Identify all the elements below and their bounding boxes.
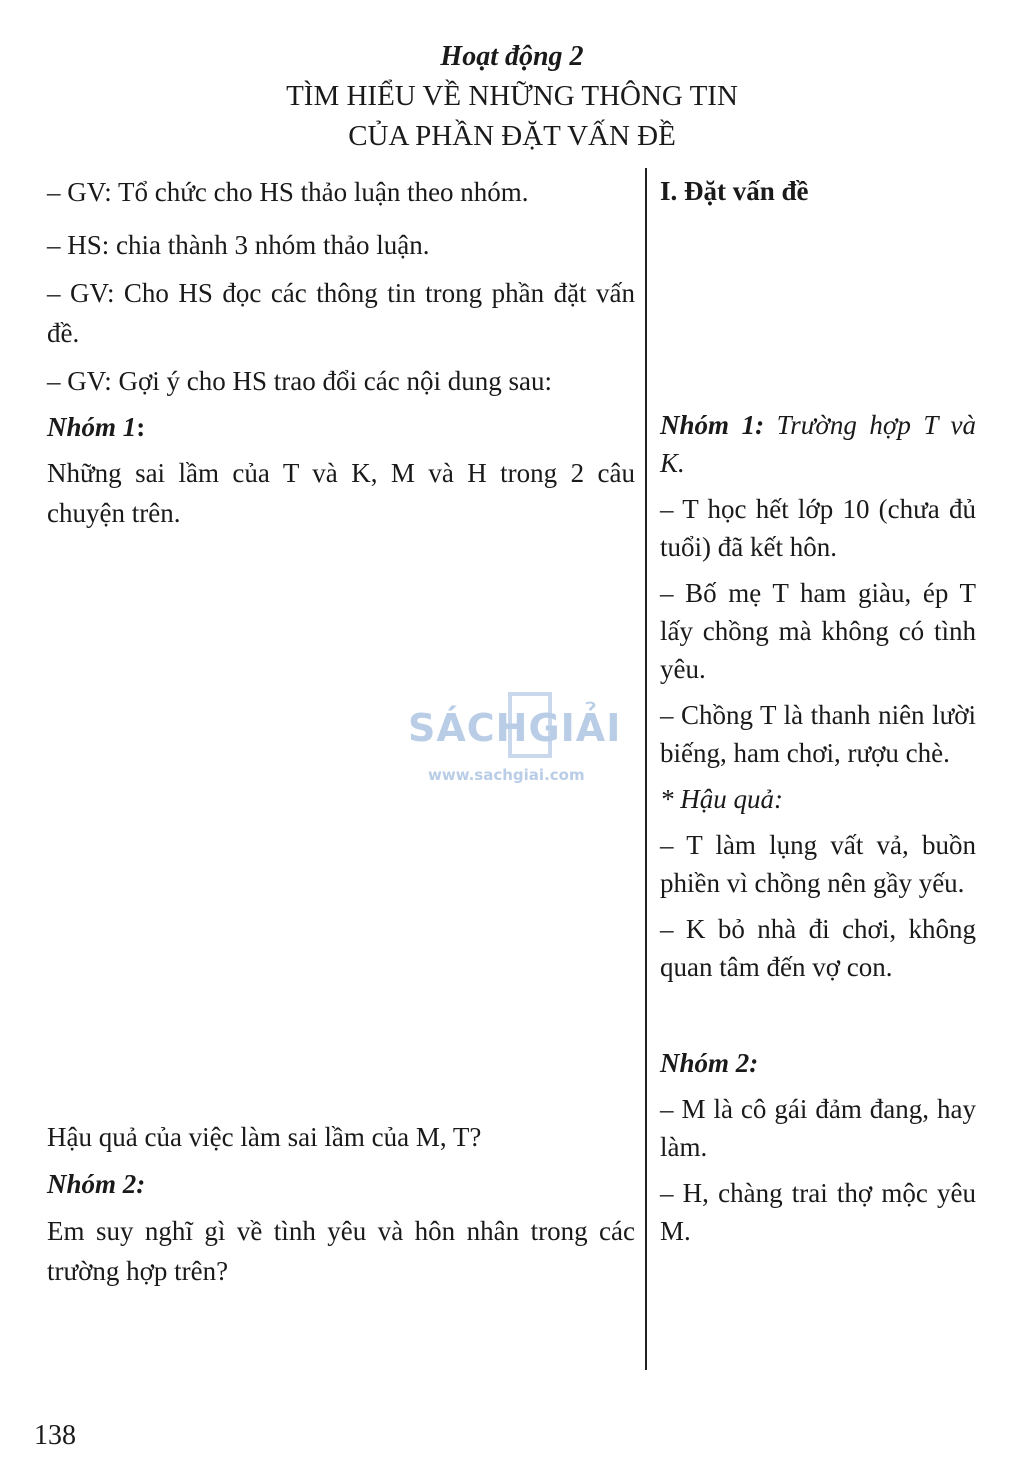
content-item: – M là cô gái đảm đang, hay làm. bbox=[660, 1094, 976, 1162]
consequence-question: Hậu quả của việc làm sai lầm của M, T? bbox=[47, 1122, 482, 1152]
content-item: – Bố mẹ T ham giàu, ép T lấy chồng mà không có tình yêu. bbox=[660, 578, 976, 684]
group-2-heading bbox=[660, 1044, 976, 1082]
instruction-paragraph: – GV: Tổ chức cho HS thảo luận theo nhóm. bbox=[47, 177, 529, 207]
activity-title: Hoạt động 2 bbox=[440, 41, 584, 72]
instruction-paragraph: – GV: Cho HS đọc các thông tin trong phần đặt vấn đề. bbox=[47, 278, 635, 348]
consequence-label: * Hậu quả: bbox=[660, 784, 783, 814]
group-2-question: Em suy nghĩ gì về tình yêu và hôn nhân trong các trường hợp trên? bbox=[47, 1216, 635, 1286]
content-item: – T làm lụng vất vả, buồn phiền vì chồng nên gầy yếu. bbox=[660, 830, 976, 898]
group-1-label: Nhóm 1 bbox=[47, 412, 137, 442]
instruction-paragraph: – GV: Gợi ý cho HS trao đổi các nội dung sau: bbox=[47, 366, 552, 396]
group-1-label: Nhóm 1: bbox=[660, 410, 765, 440]
group-1-heading bbox=[47, 407, 635, 447]
content-item: – H, chàng trai thợ mộc yêu M. bbox=[660, 1178, 976, 1246]
column-divider bbox=[645, 168, 647, 1370]
page-number: 138 bbox=[34, 1420, 76, 1451]
activity-header bbox=[0, 38, 1024, 156]
group-1-colon: : bbox=[136, 412, 146, 442]
group-1-case-title: Trường hợp T và K. bbox=[660, 410, 976, 478]
content-item: – T học hết lớp 10 (chưa đủ tuổi) đã kết hôn. bbox=[660, 494, 976, 562]
content-item: – Chồng T là thanh niên lười biếng, ham chơi, rượu chè. bbox=[660, 700, 976, 768]
group-2-heading bbox=[47, 1164, 635, 1204]
section-title-line-2: CỦA PHẦN ĐẶT VẤN ĐỀ bbox=[348, 120, 676, 152]
group-2-label: Nhóm 2: bbox=[47, 1169, 146, 1199]
group-2-label: Nhóm 2: bbox=[660, 1048, 759, 1078]
teacher-activities-column bbox=[47, 172, 635, 1291]
content-item: – K bỏ nhà đi chơi, không quan tâm đến vợ con. bbox=[660, 914, 976, 982]
group-1-case bbox=[660, 406, 976, 482]
section-heading: I. Đặt vấn đề bbox=[660, 176, 809, 206]
instruction-paragraph: – HS: chia thành 3 nhóm thảo luận. bbox=[47, 230, 430, 260]
watermark-url: www.sachgiai.com bbox=[428, 766, 585, 784]
section-title-line-1: TÌM HIỂU VỀ NHỮNG THÔNG TIN bbox=[286, 80, 738, 112]
group-1-question: Những sai lầm của T và K, M và H trong 2 câu chuyện trên. bbox=[47, 458, 635, 528]
watermark-logo-text: SÁCHGIẢI bbox=[408, 706, 622, 750]
content-column bbox=[660, 172, 976, 1250]
